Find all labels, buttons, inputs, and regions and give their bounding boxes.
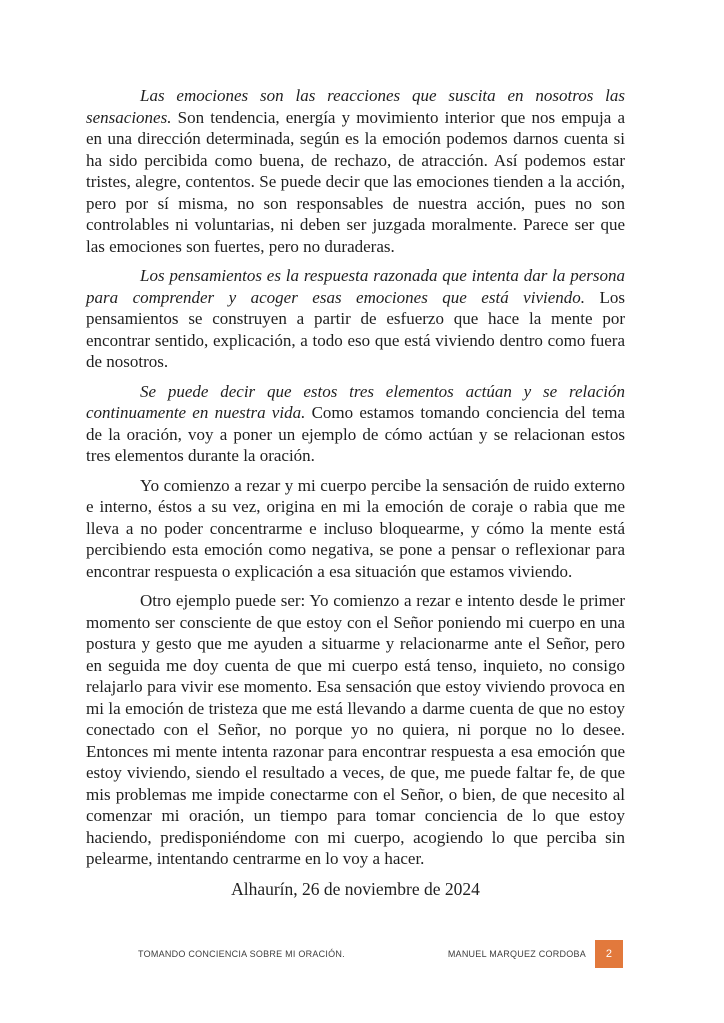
- paragraph-ejemplo-1-text: Yo comienzo a rezar y mi cuerpo percibe la sensación de ruido externo e interno, éstos a su vez, origina en mi la emoción de coraje o rabia que me lleva a no poder concentrarme e incluso bloquearme, y cómo la mente está percibiendo esta emoción como negativa, se pone a pensar o reflexionar para encontrar respuesta o explicación a esa situación que estamos viviendo.: [86, 475, 625, 581]
- paragraph-ejemplo-1: [86, 475, 625, 583]
- paragraph-emociones: [86, 85, 625, 257]
- paragraph-pensamientos-italic-lead: Los pensamientos es la respuesta razonada que intenta dar la persona para comprender y acoger esas emociones que está viviendo.: [86, 266, 625, 307]
- paragraph-ejemplo-2: [86, 590, 625, 870]
- paragraph-emociones-italic-lead: Las emociones son las reacciones que suscita en nosotros las sensaciones.: [86, 86, 625, 127]
- document-body: [86, 85, 625, 900]
- page-number-badge: 2: [595, 940, 623, 968]
- paragraph-emociones-text: Son tendencia, energía y movimiento interior que nos empuja a en una dirección determinada, según es la emoción podemos darnos cuenta si ha sido percibida como buena, de rechazo, de atracción. Así podemos estar tristes, alegre, contentos. Se puede decir que las emociones tienden a la acción, pero por sí misma, no son responsables de nuestra acción, pues no son controlables ni voluntarias, ni deben ser juzgada moralmente. Parece ser que las emociones son fuertes, pero no duraderas.: [86, 107, 625, 256]
- footer-author: MANUEL MARQUEZ CORDOBA: [447, 949, 586, 959]
- footer-author-group: [448, 940, 623, 968]
- dateline: Alhaurín, 26 de noviembre de 2024: [231, 878, 480, 899]
- paragraph-pensamientos-text: Los pensamientos se construyen a partir de esfuerzo que hace la mente por encontrar sentido, explicación, a todo eso que está viviendo dentro como fuera de nosotros.: [86, 287, 625, 371]
- paragraph-ejemplo-2-text: Otro ejemplo puede ser: Yo comienzo a rezar e intento desde le primer momento ser consciente de que estoy con el Señor poniendo mi cuerpo en una postura y gesto que me ayuden a situarme y relacionarme ante el Señor, pero en seguida me doy cuenta de que mi cuerpo está tenso, inquieto, no consigo relajarlo para vivir ese momento. Esa sensación que estoy viviendo provoca en mi la emoción de tristeza que me está llevando a darme cuenta de que no estoy conectado con el Señor, no porque yo no quiera, ni porque no lo desee. Entonces mi mente intenta razonar para encontrar respuesta a esa emoción que estoy viviendo, siendo el resultado a veces, de que, me puede faltar fe, de que mis problemas me impide conectarme con el Señor, o bien, de que necesito al comenzar mi oración, un tiempo para tomar conciencia de lo que estoy haciendo, predisponiéndome con mi cuerpo, acogiendo lo que perciba sin pelearme, intentando centrarme en lo voy a hacer.: [86, 591, 625, 868]
- paragraph-tres-elementos-text: Como estamos tomando conciencia del tema de la oración, voy a poner un ejemplo de cómo actúan y se relacionan estos tres elementos durante la oración.: [86, 403, 625, 465]
- footer-document-title: TOMANDO CONCIENCIA SOBRE MI ORACIÓN.: [138, 949, 345, 959]
- page-footer: [86, 940, 623, 968]
- paragraph-pensamientos: [86, 265, 625, 373]
- paragraph-tres-elementos: [86, 381, 625, 467]
- paragraph-tres-elementos-italic-lead: Se puede decir que estos tres elementos actúan y se relación continuamente en nuestra vida.: [86, 381, 625, 422]
